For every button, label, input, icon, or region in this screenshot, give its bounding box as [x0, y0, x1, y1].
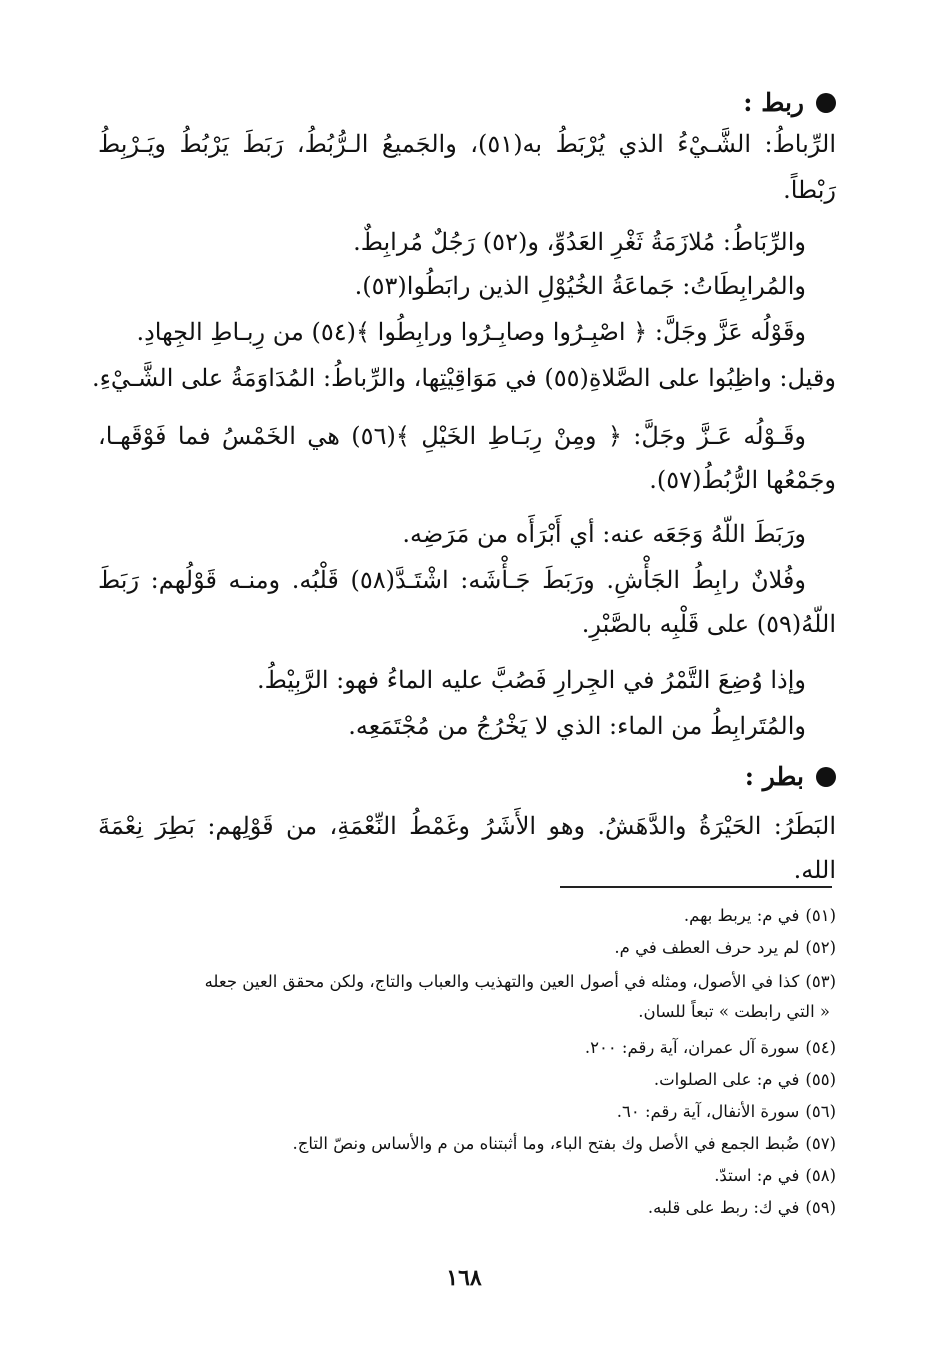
footnote-text: في م: يربط بهم. — [683, 906, 800, 925]
footnote-number: (٥٧) — [805, 1134, 836, 1153]
footnote-text: « التي رابطت » تبعاً للسان. — [638, 1002, 830, 1021]
footnote — [98, 1130, 836, 1158]
entry-line: وإذا وُضِعَ التَّمْرُ في الجِرارِ فَصُبَّ عليه الماءُ فهو: الرَّبِيْطُ. — [256, 666, 806, 694]
entry-line: والمُرابِطَاتُ: جَماعَةُ الخُيُوْلِ الذين رابَطُوا(٥٣). — [354, 272, 806, 300]
entry-line: وقيل: واظِبُوا على الصَّلاةِ(٥٥) في مَوَاقِيْتِها، والرِّباطُ: المُدَاوَمَةُ على الشَّـيْءِ. — [92, 364, 836, 392]
footnote-text: لم يرد حرف العطف في م. — [614, 938, 800, 957]
footnote — [98, 1098, 836, 1126]
entry-line: وجَمْعُها الرُّبُطُ(٥٧). — [649, 466, 836, 494]
footnote — [98, 968, 836, 996]
footnote-number: (٥٦) — [805, 1102, 836, 1121]
footnote-text: سورة آل عمران، آية رقم: ٢٠٠. — [584, 1038, 800, 1057]
footnote-text: في ك: ربط على قلبه. — [647, 1198, 800, 1217]
footnote — [98, 1194, 836, 1222]
footnote — [98, 1066, 836, 1094]
entry-line: ورَبَطَ اللّهُ وَجَعَه عنه: أي أَبْرَأَه من مَرَضِه. — [402, 520, 806, 548]
footnote-text: سورة الأنفال، آية رقم: ٦٠. — [616, 1102, 800, 1121]
entry-line: البَطَرُ: الحَيْرَةُ والدَّهَشُ. وهو الأَشَرُ وغَمْطُ النِّعْمَةِ، من قَوْلِهم: بَطِرَ نِعْمَةَ — [98, 812, 836, 840]
entry-line: وفُلانٌ رابِطُ الجَأْشِ. ورَبَطَ جَـأْشَه: اشْتَـدَّ(٥٨) قَلْبُه. ومنـه قَوْلُهم: رَبَطَ — [98, 566, 806, 594]
entry-line: الله. — [793, 856, 836, 884]
entry-heading-batara — [745, 762, 836, 791]
entry-line: وقَـوْلُه عَـزَّ وجَلَّ: ﴿ ومِنْ رِبَـاطِ الخَيْلِ ﴾(٥٦) هي الخَمْسُ فما فَوْقَهـا، — [98, 422, 807, 450]
footnote — [98, 1162, 836, 1190]
footnote-number: (٥٢) — [805, 938, 836, 957]
entry-heading-text: بطر : — [744, 762, 804, 791]
footnote-text: في م: استدّ. — [714, 1166, 800, 1185]
entry-line: والمُتَرابِطُ من الماء: الذي لا يَخْرُجُ من مُجْتَمَعِه. — [348, 712, 806, 740]
footnote-text: ضُبط الجمع في الأصل وك بفتح الباء، وما أثبتناه من م والأساس ونصّ التاج. — [292, 1134, 800, 1153]
entry-line: الرِّباطُ: الشَّـيْءُ الذي يُرْبَطُ به(٥١)، والجَميعُ الـرُّبُطُ، رَبَطَ يَرْبُطُ ويَـرْبِطُ — [98, 130, 836, 158]
page-number: ١٦٨ — [446, 1265, 482, 1291]
footnote-separator — [560, 886, 832, 888]
footnote-number: (٥٣) — [805, 972, 836, 991]
bullet-icon — [816, 767, 836, 787]
footnote-number: (٥٨) — [805, 1166, 836, 1185]
footnote-number: (٥٥) — [805, 1070, 836, 1089]
footnote-text: كذا في الأصول، ومثله في أصول العين والتهذيب والعباب والتاج، ولكن محقق العين جعله — [204, 972, 800, 991]
footnote — [98, 902, 836, 930]
entry-line: اللّهُ(٥٩) على قَلْبِه بالصَّبْرِ. — [581, 610, 836, 638]
entry-line: وقَوْلُه عَزَّ وجَلَّ: ﴿ اصْبِـرُوا وصابِـرُوا ورابِطُوا ﴾(٥٤) من رِبـاطِ الجِهادِ. — [136, 318, 806, 346]
footnote — [98, 934, 836, 962]
entry-heading-text: ربط : — [743, 88, 804, 117]
bullet-icon — [816, 93, 836, 113]
footnote — [98, 1034, 836, 1062]
entry-heading-rabata — [743, 88, 836, 117]
footnote-number: (٥١) — [805, 906, 836, 925]
entry-line: رَبْطاً. — [783, 176, 836, 204]
footnote-text: في م: على الصلوات. — [653, 1070, 800, 1089]
footnote — [98, 998, 836, 1026]
footnote-number: (٥٩) — [805, 1198, 836, 1217]
entry-line: والرِّبَاطُ: مُلازَمَةُ ثَغْرِ العَدُوِّ، و(٥٢) رَجُلٌ مُرابِطٌ. — [353, 228, 806, 256]
footnote-number: (٥٤) — [805, 1038, 836, 1057]
